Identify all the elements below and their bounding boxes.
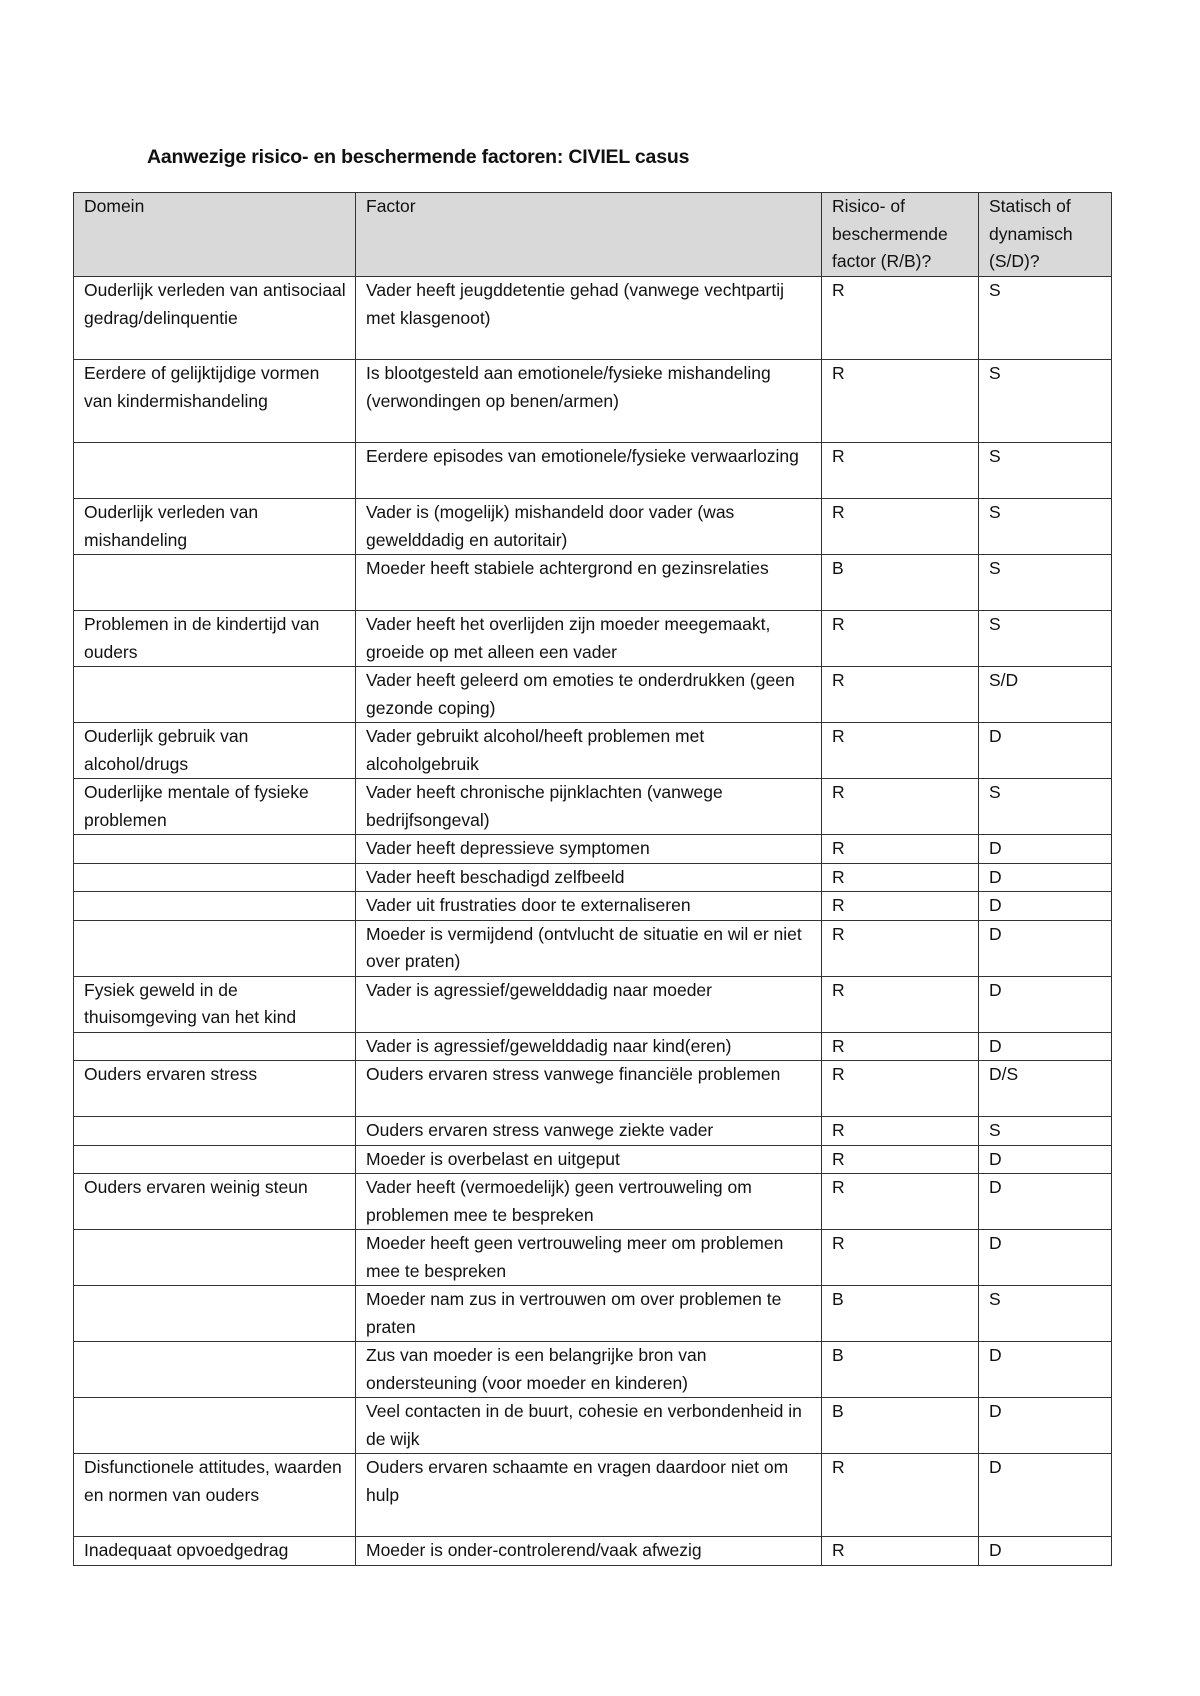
table-row bbox=[74, 277, 1112, 360]
cell-risk-or-protective: R bbox=[822, 1145, 979, 1174]
cell-risk-or-protective: R bbox=[822, 1454, 979, 1537]
cell-domain bbox=[74, 1230, 356, 1286]
header-static-or-dynamic: Statisch of dynamisch (S/D)? bbox=[979, 193, 1112, 277]
cell-domain bbox=[74, 667, 356, 723]
cell-risk-or-protective: R bbox=[822, 611, 979, 667]
cell-risk-or-protective: R bbox=[822, 892, 979, 921]
cell-risk-or-protective: R bbox=[822, 277, 979, 360]
table-row bbox=[74, 499, 1112, 555]
cell-domain bbox=[74, 892, 356, 921]
table-row bbox=[74, 892, 1112, 921]
cell-static-or-dynamic: S bbox=[979, 360, 1112, 443]
cell-factor: Zus van moeder is een belangrijke bron van ondersteuning (voor moeder en kinderen) bbox=[356, 1342, 822, 1398]
cell-risk-or-protective: B bbox=[822, 1286, 979, 1342]
cell-domain: Fysiek geweld in de thuisomgeving van het kind bbox=[74, 976, 356, 1032]
cell-risk-or-protective: R bbox=[822, 1174, 979, 1230]
cell-domain bbox=[74, 1398, 356, 1454]
cell-risk-or-protective: R bbox=[822, 499, 979, 555]
table-row bbox=[74, 443, 1112, 499]
cell-static-or-dynamic: D bbox=[979, 1174, 1112, 1230]
table-row bbox=[74, 1398, 1112, 1454]
cell-factor: Ouders ervaren schaamte en vragen daardoor niet om hulp bbox=[356, 1454, 822, 1537]
table-row bbox=[74, 1174, 1112, 1230]
table-row bbox=[74, 920, 1112, 976]
cell-static-or-dynamic: D bbox=[979, 1342, 1112, 1398]
cell-static-or-dynamic: S bbox=[979, 611, 1112, 667]
cell-static-or-dynamic: D bbox=[979, 1145, 1112, 1174]
cell-domain bbox=[74, 835, 356, 864]
cell-risk-or-protective: R bbox=[822, 1032, 979, 1061]
cell-domain bbox=[74, 1145, 356, 1174]
cell-static-or-dynamic: S bbox=[979, 1286, 1112, 1342]
cell-domain: Ouders ervaren stress bbox=[74, 1061, 356, 1117]
cell-factor: Vader is agressief/gewelddadig naar moeder bbox=[356, 976, 822, 1032]
cell-factor: Moeder is overbelast en uitgeput bbox=[356, 1145, 822, 1174]
cell-static-or-dynamic: D bbox=[979, 723, 1112, 779]
cell-static-or-dynamic: D bbox=[979, 1398, 1112, 1454]
cell-static-or-dynamic: D bbox=[979, 1230, 1112, 1286]
cell-static-or-dynamic: D bbox=[979, 1032, 1112, 1061]
cell-risk-or-protective: R bbox=[822, 360, 979, 443]
cell-domain bbox=[74, 1032, 356, 1061]
cell-factor: Moeder heeft stabiele achtergrond en gezinsrelaties bbox=[356, 555, 822, 611]
cell-risk-or-protective: R bbox=[822, 1230, 979, 1286]
cell-domain: Eerdere of gelijktijdige vormen van kindermishandeling bbox=[74, 360, 356, 443]
cell-static-or-dynamic: S/D bbox=[979, 667, 1112, 723]
cell-static-or-dynamic: S bbox=[979, 1117, 1112, 1146]
cell-static-or-dynamic: D bbox=[979, 892, 1112, 921]
cell-risk-or-protective: B bbox=[822, 555, 979, 611]
cell-risk-or-protective: R bbox=[822, 723, 979, 779]
table-row bbox=[74, 1145, 1112, 1174]
table-row bbox=[74, 555, 1112, 611]
table-header-row bbox=[74, 193, 1112, 277]
cell-factor: Vader gebruikt alcohol/heeft problemen met alcoholgebruik bbox=[356, 723, 822, 779]
table-row bbox=[74, 611, 1112, 667]
cell-risk-or-protective: R bbox=[822, 1061, 979, 1117]
cell-factor: Is blootgesteld aan emotionele/fysieke mishandeling (verwondingen op benen/armen) bbox=[356, 360, 822, 443]
cell-factor: Vader is (mogelijk) mishandeld door vader (was gewelddadig en autoritair) bbox=[356, 499, 822, 555]
cell-factor: Eerdere episodes van emotionele/fysieke verwaarlozing bbox=[356, 443, 822, 499]
cell-domain: Ouderlijk verleden van mishandeling bbox=[74, 499, 356, 555]
cell-risk-or-protective: R bbox=[822, 443, 979, 499]
cell-factor: Moeder heeft geen vertrouweling meer om problemen mee te bespreken bbox=[356, 1230, 822, 1286]
cell-factor: Ouders ervaren stress vanwege ziekte vader bbox=[356, 1117, 822, 1146]
table-row bbox=[74, 360, 1112, 443]
cell-domain bbox=[74, 920, 356, 976]
header-domain: Domein bbox=[74, 193, 356, 277]
table-row bbox=[74, 779, 1112, 835]
cell-domain: Ouderlijk verleden van antisociaal gedrag/delinquentie bbox=[74, 277, 356, 360]
cell-domain bbox=[74, 443, 356, 499]
cell-domain bbox=[74, 1286, 356, 1342]
cell-static-or-dynamic: S bbox=[979, 779, 1112, 835]
cell-risk-or-protective: R bbox=[822, 835, 979, 864]
cell-domain: Ouderlijke mentale of fysieke problemen bbox=[74, 779, 356, 835]
cell-factor: Vader heeft chronische pijnklachten (vanwege bedrijfsongeval) bbox=[356, 779, 822, 835]
table-row bbox=[74, 1032, 1112, 1061]
table-row bbox=[74, 1454, 1112, 1537]
header-risk-or-protective: Risico- of beschermende factor (R/B)? bbox=[822, 193, 979, 277]
cell-risk-or-protective: R bbox=[822, 1537, 979, 1566]
cell-static-or-dynamic: D bbox=[979, 863, 1112, 892]
table-body bbox=[74, 277, 1112, 1566]
cell-static-or-dynamic: D bbox=[979, 920, 1112, 976]
cell-factor: Vader heeft geleerd om emoties te onderdrukken (geen gezonde coping) bbox=[356, 667, 822, 723]
cell-risk-or-protective: R bbox=[822, 863, 979, 892]
cell-static-or-dynamic: D/S bbox=[979, 1061, 1112, 1117]
table-row bbox=[74, 863, 1112, 892]
cell-static-or-dynamic: D bbox=[979, 835, 1112, 864]
table-row bbox=[74, 1061, 1112, 1117]
cell-factor: Moeder nam zus in vertrouwen om over problemen te praten bbox=[356, 1286, 822, 1342]
cell-factor: Vader heeft jeugddetentie gehad (vanwege vechtpartij met klasgenoot) bbox=[356, 277, 822, 360]
cell-domain bbox=[74, 555, 356, 611]
table-row bbox=[74, 1286, 1112, 1342]
cell-risk-or-protective: R bbox=[822, 1117, 979, 1146]
cell-domain: Problemen in de kindertijd van ouders bbox=[74, 611, 356, 667]
cell-domain: Ouders ervaren weinig steun bbox=[74, 1174, 356, 1230]
cell-factor: Moeder is vermijdend (ontvlucht de situatie en wil er niet over praten) bbox=[356, 920, 822, 976]
table-row bbox=[74, 1117, 1112, 1146]
cell-domain: Ouderlijk gebruik van alcohol/drugs bbox=[74, 723, 356, 779]
cell-domain bbox=[74, 1342, 356, 1398]
cell-static-or-dynamic: S bbox=[979, 443, 1112, 499]
cell-factor: Vader uit frustraties door te externaliseren bbox=[356, 892, 822, 921]
table-row bbox=[74, 1342, 1112, 1398]
cell-static-or-dynamic: D bbox=[979, 1454, 1112, 1537]
table-row bbox=[74, 723, 1112, 779]
cell-static-or-dynamic: S bbox=[979, 555, 1112, 611]
cell-domain bbox=[74, 863, 356, 892]
header-factor: Factor bbox=[356, 193, 822, 277]
cell-risk-or-protective: B bbox=[822, 1342, 979, 1398]
cell-factor: Vader heeft het overlijden zijn moeder meegemaakt, groeide op met alleen een vader bbox=[356, 611, 822, 667]
cell-domain: Disfunctionele attitudes, waarden en normen van ouders bbox=[74, 1454, 356, 1537]
cell-domain bbox=[74, 1117, 356, 1146]
cell-risk-or-protective: R bbox=[822, 920, 979, 976]
cell-static-or-dynamic: D bbox=[979, 1537, 1112, 1566]
table-row bbox=[74, 667, 1112, 723]
document-title: Aanwezige risico- en beschermende factoren: CIVIEL casus bbox=[147, 146, 690, 168]
cell-factor: Vader heeft (vermoedelijk) geen vertrouweling om problemen mee te bespreken bbox=[356, 1174, 822, 1230]
cell-factor: Moeder is onder-controlerend/vaak afwezig bbox=[356, 1537, 822, 1566]
cell-factor: Ouders ervaren stress vanwege financiële problemen bbox=[356, 1061, 822, 1117]
cell-risk-or-protective: B bbox=[822, 1398, 979, 1454]
table-row bbox=[74, 1230, 1112, 1286]
table-row bbox=[74, 835, 1112, 864]
factors-table bbox=[73, 192, 1112, 1566]
cell-factor: Vader heeft depressieve symptomen bbox=[356, 835, 822, 864]
cell-static-or-dynamic: S bbox=[979, 499, 1112, 555]
cell-domain: Inadequaat opvoedgedrag bbox=[74, 1537, 356, 1566]
cell-static-or-dynamic: S bbox=[979, 277, 1112, 360]
cell-factor: Vader is agressief/gewelddadig naar kind(eren) bbox=[356, 1032, 822, 1061]
cell-static-or-dynamic: D bbox=[979, 976, 1112, 1032]
table-row bbox=[74, 976, 1112, 1032]
cell-risk-or-protective: R bbox=[822, 976, 979, 1032]
cell-risk-or-protective: R bbox=[822, 779, 979, 835]
cell-risk-or-protective: R bbox=[822, 667, 979, 723]
cell-factor: Vader heeft beschadigd zelfbeeld bbox=[356, 863, 822, 892]
cell-factor: Veel contacten in de buurt, cohesie en verbondenheid in de wijk bbox=[356, 1398, 822, 1454]
table-row bbox=[74, 1537, 1112, 1566]
